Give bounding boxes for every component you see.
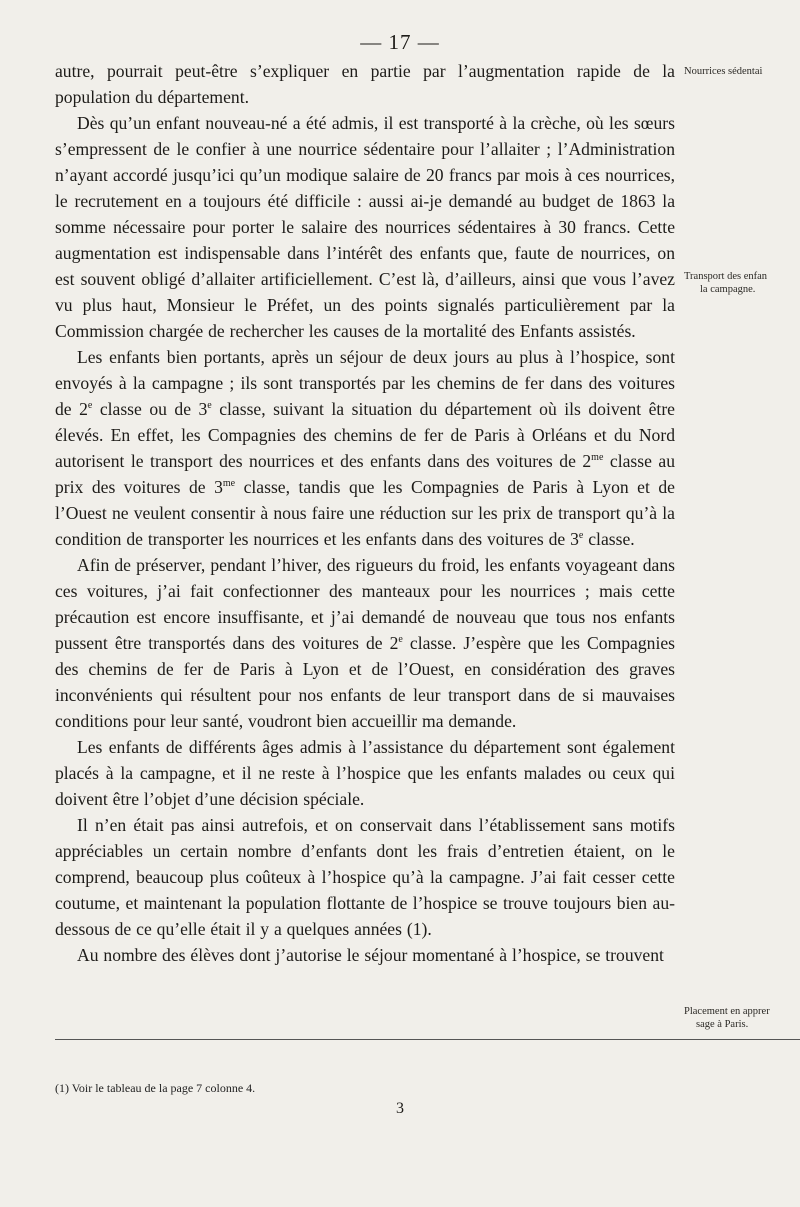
paragraph-6: Il n’en était pas ainsi autrefois, et on conservait dans l’établissement sans motifs appréciables un certain nombre d’enfants dont les frais d’entretien étaient, on le comprend, beaucoup plus coûteux à l’hospice qu’à la campagne. J’ai fait cesser cette coutume, et maintenant la population flottante de l’hospice se trouve toujours bien au-dessous de ce qu’elle était il y a quelques années (1).: [55, 815, 675, 939]
paragraph-5: Les enfants de différents âges admis à l’assistance du département sont également placés à la campagne, et il ne reste à l’hospice que les enfants malades ou ceux qui doivent être l’objet d’une décision spéciale.: [55, 737, 675, 809]
margin-note-nourrices: [684, 65, 800, 78]
paragraph-2: Dès qu’un enfant nouveau-né a été admis, il est transporté à la crèche, où les sœurs s’empressent de le confier à une nourrice sédentaire pour l’allaiter ; l’Administration n’ayant accordé jusqu’ici qu’un modique salaire de 20 francs par mois à ces nourrices, le recrutement en a toujours été difficile : aussi ai-je demandé au budget de 1863 la somme nécessaire pour porter le salaire des nourrices sédentaires à 30 francs. Cette augmentation est indispensable dans l’intérêt des enfants que, faute de nourrices, on est souvent obligé d’allaiter artificiellement. C’est là, d’ailleurs, ainsi que vous l’avez vu plus haut, Monsieur le Préfet, un des points signalés particulièrement par la Commission chargée de rechercher les causes de la mortalité des Enfants assistés.: [55, 113, 675, 341]
paragraph-4: Afin de préserver, pendant l’hiver, des rigueurs du froid, les enfants voyageant dans ces voitures, j’ai fait confectionner des manteaux pour les nourrices ; mais cette précaution est encore insuffisante, et j’ai demandé de nouveau que tous nos enfants pussent être transportés dans des voitures de 2e classe. J’espère que les Compagnies des chemins de fer de Paris à Lyon et de l’Ouest, en considération des graves inconvénients qui résultent pour nos enfants de leur transport dans de si mauvaises conditions pour leur santé, voudront bien accueillir ma demande.: [55, 555, 675, 731]
paragraph-3: Les enfants bien portants, après un séjour de deux jours au plus à l’hospice, sont envoyés à la campagne ; ils sont transportés par les chemins de fer dans des voitures de 2e classe ou de 3e classe, suivant la situation du département où ils doivent être élevés. En effet, les Compagnies des chemins de fer de Paris à Orléans et du Nord autorisent le transport des nourrices et des enfants dans des voitures de $2^{me}$ classe au prix des voitures de $3^{me}$ classe, tandis que les Compagnies de Paris à Lyon et de l’Ouest ne veulent consentir à nous faire une réduction sur les prix de transport qu’à la condition de transporter les nourrices et les enfants dans des voitures de 3e classe.: [55, 347, 675, 549]
margin-note-line: la campagne.: [700, 284, 756, 295]
margin-note-line: Nourrices sédentai: [684, 66, 763, 77]
margin-note-line: sage à Paris.: [696, 1019, 749, 1030]
footnote-rule: [55, 1039, 800, 1040]
margin-note-placement: [684, 1005, 800, 1031]
margin-note-transport: [684, 270, 800, 296]
paragraph-7: Au nombre des élèves dont j’autorise le séjour momentané à l’hospice, se trouvent: [77, 945, 664, 965]
paragraph-1: autre, pourrait peut-être s’expliquer en partie par l’augmentation rapide de la population du département.: [55, 61, 675, 107]
footnote: (1) Voir le tableau de la page 7 colonne 4.: [55, 1081, 256, 1095]
page-number: — 17 —: [360, 30, 440, 54]
margin-note-line: Transport des enfan: [684, 271, 768, 282]
body-text: [55, 58, 675, 968]
margin-note-line: Placement en apprer: [684, 1006, 770, 1017]
signature-mark: 3: [396, 1100, 404, 1117]
